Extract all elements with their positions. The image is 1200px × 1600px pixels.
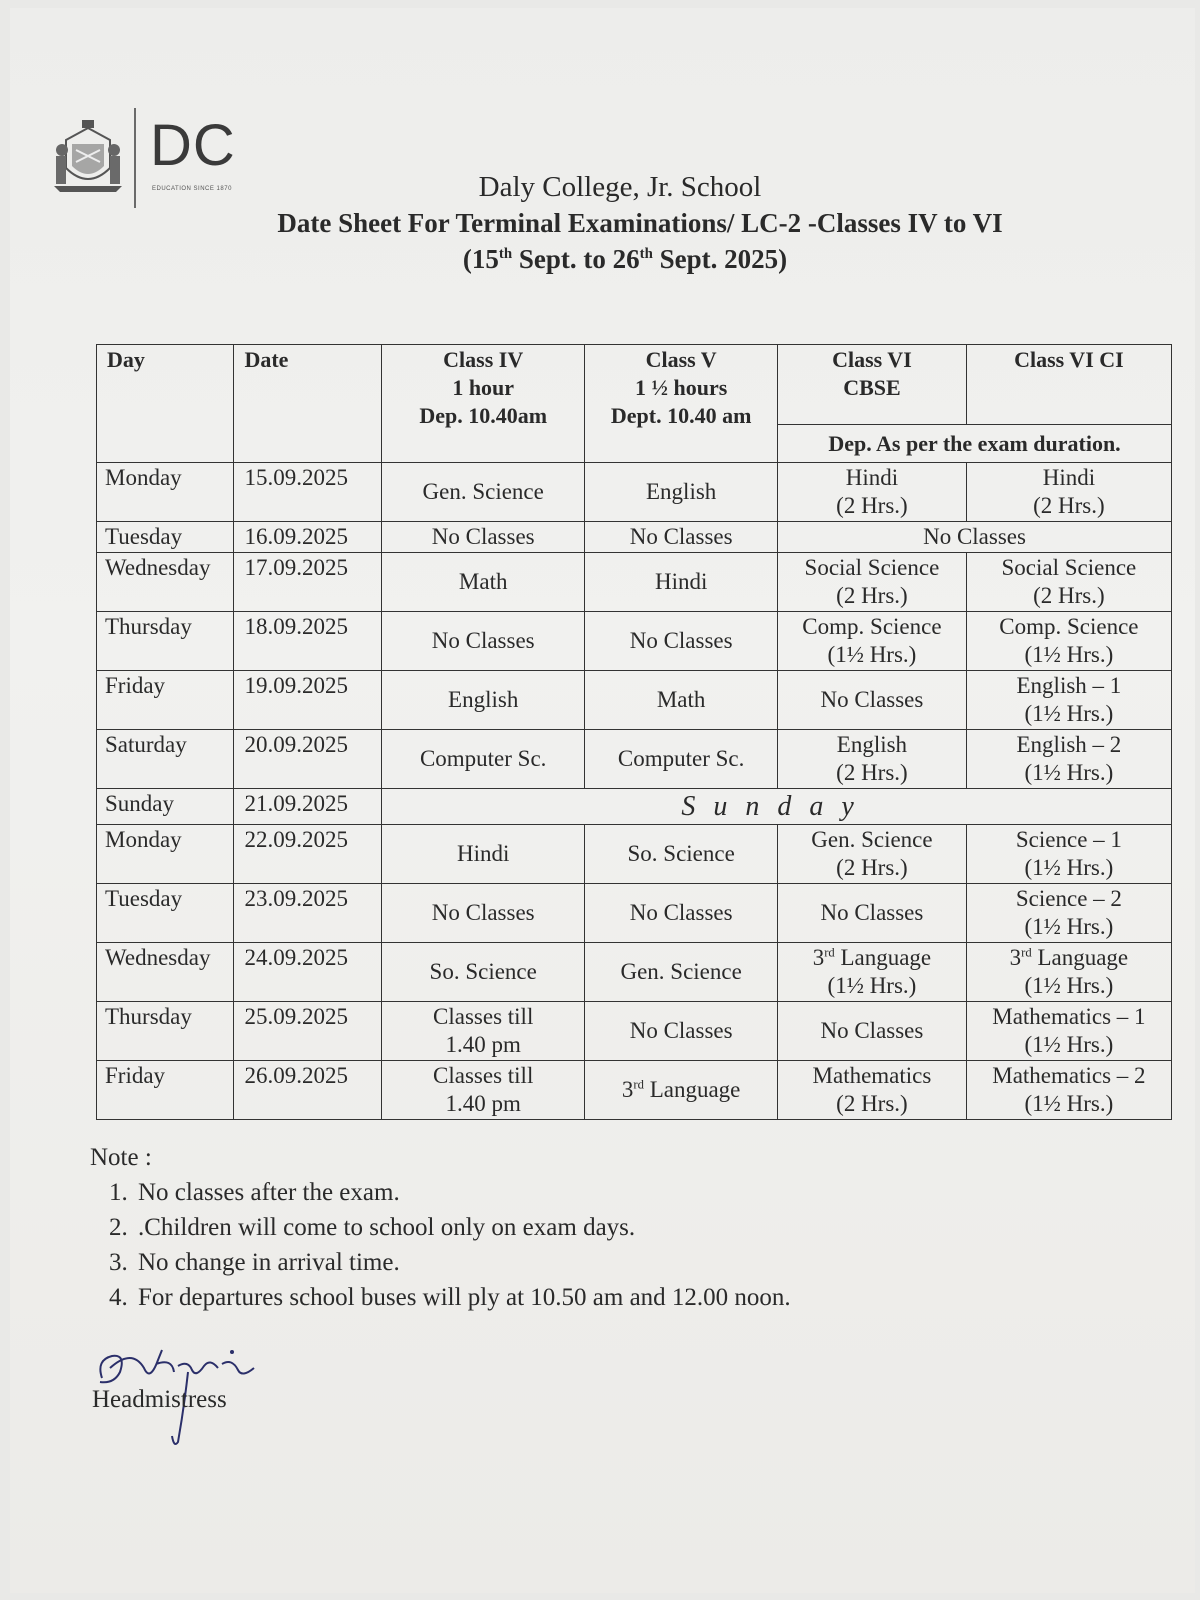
class-v-subject: Gen. Science (585, 943, 778, 1002)
row-date: 16.09.2025 (234, 522, 382, 553)
class-vi-subject: Hindi (2 Hrs.) (778, 463, 967, 522)
class-vi-ci-subject: Hindi (2 Hrs.) (966, 463, 1171, 522)
table-row (97, 463, 1172, 522)
row-date: 22.09.2025 (234, 825, 382, 884)
row-date: 26.09.2025 (234, 1061, 382, 1120)
document-page (10, 8, 1195, 1593)
header-class-iv: Class IV 1 hour Dep. 10.40am (382, 345, 585, 463)
class-iv-subject: No Classes (382, 612, 585, 671)
row-date: 24.09.2025 (234, 943, 382, 1002)
class-vi-subject: Gen. Science (2 Hrs.) (778, 825, 967, 884)
row-day: Thursday (97, 1002, 234, 1061)
table-row (97, 943, 1172, 1002)
class-vi-ci-subject: Mathematics – 2 (1½ Hrs.) (966, 1061, 1171, 1120)
class-v-subject: English (585, 463, 778, 522)
class-vi-ci-subject: Science – 2 (1½ Hrs.) (966, 884, 1171, 943)
class-vi-subject: Social Science (2 Hrs.) (778, 553, 967, 612)
class-vi-merged-subject: No Classes (778, 522, 1172, 553)
row-day: Friday (97, 671, 234, 730)
class-iv-subject: English (382, 671, 585, 730)
note-item: 4. For departures school buses will ply at 10.50 am and 12.00 noon. (134, 1280, 791, 1315)
notes-heading: Note : (90, 1144, 152, 1171)
class-iv-subject: So. Science (382, 943, 585, 1002)
row-day: Thursday (97, 612, 234, 671)
row-date: 19.09.2025 (234, 671, 382, 730)
class-iv-subject: Classes till 1.40 pm (382, 1002, 585, 1061)
class-vi-subject: English (2 Hrs.) (778, 730, 967, 789)
header-date: Date (234, 345, 382, 463)
exam-date-range: (15th Sept. to 26th Sept. 2025) (462, 244, 788, 274)
row-day: Friday (97, 1061, 234, 1120)
table-row (97, 825, 1172, 884)
class-v-subject: So. Science (585, 825, 778, 884)
class-v-subject: Math (585, 671, 778, 730)
logo-wordmark: DC (150, 113, 236, 178)
school-name: Daly College, Jr. School (478, 171, 762, 203)
row-day: Sunday (97, 789, 234, 825)
row-date: 17.09.2025 (234, 553, 382, 612)
row-day: Wednesday (97, 553, 234, 612)
row-date: 20.09.2025 (234, 730, 382, 789)
table-row (97, 553, 1172, 612)
class-vi-ci-subject: English – 1 (1½ Hrs.) (966, 671, 1171, 730)
date-sheet-table (96, 344, 1172, 1120)
class-vi-subject: Mathematics (2 Hrs.) (778, 1061, 967, 1120)
class-iv-subject: Math (382, 553, 585, 612)
row-date: 25.09.2025 (234, 1002, 382, 1061)
note-item: 1. No classes after the exam. (134, 1175, 791, 1210)
note-item: 2. .Children will come to school only on exam days. (134, 1210, 791, 1245)
table-row (97, 522, 1172, 553)
class-v-subject: Hindi (585, 553, 778, 612)
class-iv-subject: Hindi (382, 825, 585, 884)
table-row (97, 730, 1172, 789)
row-date: 18.09.2025 (234, 612, 382, 671)
row-day: Monday (97, 463, 234, 522)
row-date: 21.09.2025 (234, 789, 382, 825)
class-v-subject: Computer Sc. (585, 730, 778, 789)
class-v-subject: No Classes (585, 522, 778, 553)
class-vi-ci-subject: 3rd Language (1½ Hrs.) (966, 943, 1171, 1002)
class-iv-subject: No Classes (382, 884, 585, 943)
class-v-subject: 3rd Language (585, 1061, 778, 1120)
class-iv-subject: Computer Sc. (382, 730, 585, 789)
class-vi-ci-subject: Mathematics – 1 (1½ Hrs.) (966, 1002, 1171, 1061)
class-vi-ci-subject: Science – 1 (1½ Hrs.) (966, 825, 1171, 884)
header-row (97, 345, 1172, 425)
class-vi-subject: No Classes (778, 1002, 967, 1061)
document-title: Date Sheet For Terminal Examinations/ LC-2 -Classes IV to VI (277, 208, 1003, 238)
table-row (97, 671, 1172, 730)
table-row (97, 1002, 1172, 1061)
class-vi-subject: No Classes (778, 671, 967, 730)
header-day: Day (97, 345, 234, 463)
header-class-vi: Class VI CBSE (778, 345, 967, 425)
table-row (97, 1061, 1172, 1120)
row-day: Monday (97, 825, 234, 884)
table-row (97, 612, 1172, 671)
class-vi-subject: Comp. Science (1½ Hrs.) (778, 612, 967, 671)
class-iv-subject: No Classes (382, 522, 585, 553)
table-row (97, 884, 1172, 943)
row-day: Saturday (97, 730, 234, 789)
class-vi-subject: 3rd Language (1½ Hrs.) (778, 943, 967, 1002)
row-day: Wednesday (97, 943, 234, 1002)
class-iv-subject: Gen. Science (382, 463, 585, 522)
notes-section (90, 1140, 791, 1315)
departure-note: Dep. As per the exam duration. (778, 425, 1172, 463)
header-class-vi-ci: Class VI CI (966, 345, 1171, 425)
row-day: Tuesday (97, 884, 234, 943)
table-row (97, 789, 1172, 825)
row-date: 23.09.2025 (234, 884, 382, 943)
notes-list (90, 1175, 791, 1315)
class-v-subject: No Classes (585, 1002, 778, 1061)
class-vi-ci-subject: Social Science (2 Hrs.) (966, 553, 1171, 612)
class-iv-subject: Classes till 1.40 pm (382, 1061, 585, 1120)
logo-tagline: EDUCATION SINCE 1870 (152, 186, 232, 192)
class-v-subject: No Classes (585, 884, 778, 943)
class-vi-ci-subject: Comp. Science (1½ Hrs.) (966, 612, 1171, 671)
note-item: 3. No change in arrival time. (134, 1245, 791, 1280)
sunday-merged-cell: Sunday (382, 789, 1172, 825)
row-date: 15.09.2025 (234, 463, 382, 522)
row-day: Tuesday (97, 522, 234, 553)
class-v-subject: No Classes (585, 612, 778, 671)
header-class-v: Class V 1 ½ hours Dept. 10.40 am (585, 345, 778, 463)
class-vi-ci-subject: English – 2 (1½ Hrs.) (966, 730, 1171, 789)
class-vi-subject: No Classes (778, 884, 967, 943)
signature-label: Headmistress (92, 1386, 227, 1413)
